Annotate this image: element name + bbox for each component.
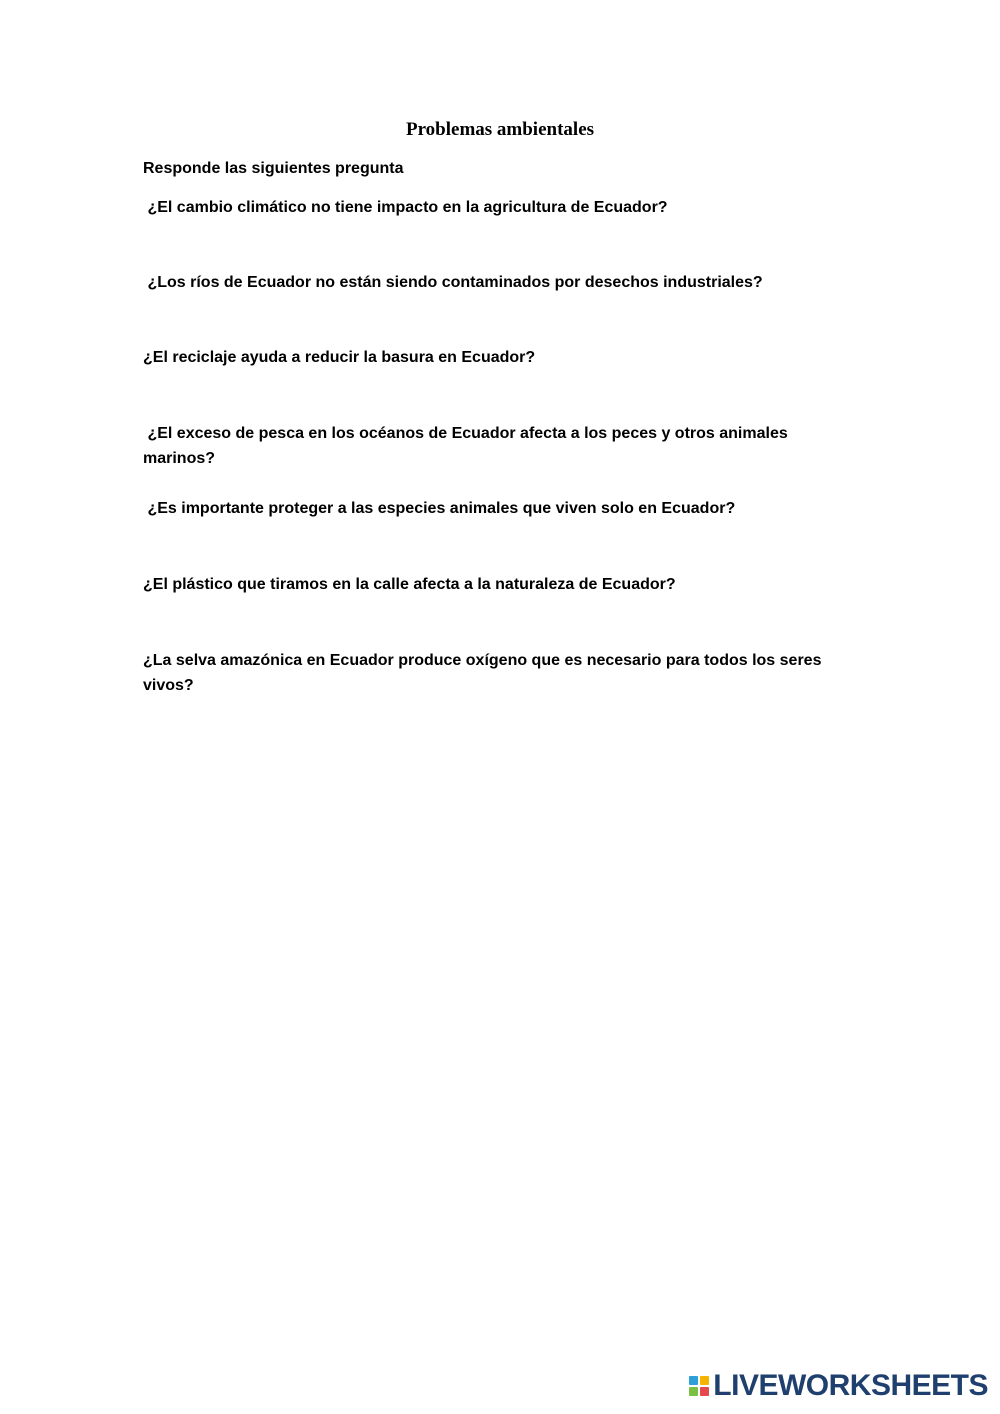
logo-tile <box>700 1387 709 1396</box>
question-5: ¿Es importante proteger a las especies animales que viven solo en Ecuador? <box>143 500 736 517</box>
liveworksheets-logo <box>689 1368 988 1404</box>
question-4: ¿El exceso de pesca en los océanos de Ecuador afecta a los peces y otros animales marinos? <box>143 425 793 467</box>
page-title: Problemas ambientales <box>405 119 595 140</box>
liveworksheets-logo-icon <box>689 1376 709 1396</box>
question-6: ¿El plástico que tiramos en la calle afecta a la naturaleza de Ecuador? <box>143 576 676 593</box>
instruction-text: Responde las siguientes pregunta <box>143 160 404 177</box>
question-3: ¿El reciclaje ayuda a reducir la basura en Ecuador? <box>143 349 536 366</box>
logo-tile <box>689 1376 698 1385</box>
liveworksheets-logo-text: LIVEWORKSHEETS <box>713 1369 988 1402</box>
logo-tile <box>700 1376 709 1385</box>
question-7: ¿La selva amazónica en Ecuador produce oxígeno que es necesario para todos los seres vivos? <box>143 652 826 694</box>
question-2: ¿Los ríos de Ecuador no están siendo contaminados por desechos industriales? <box>143 274 763 291</box>
question-1: ¿El cambio climático no tiene impacto en la agricultura de Ecuador? <box>143 199 668 216</box>
logo-tile <box>689 1387 698 1396</box>
